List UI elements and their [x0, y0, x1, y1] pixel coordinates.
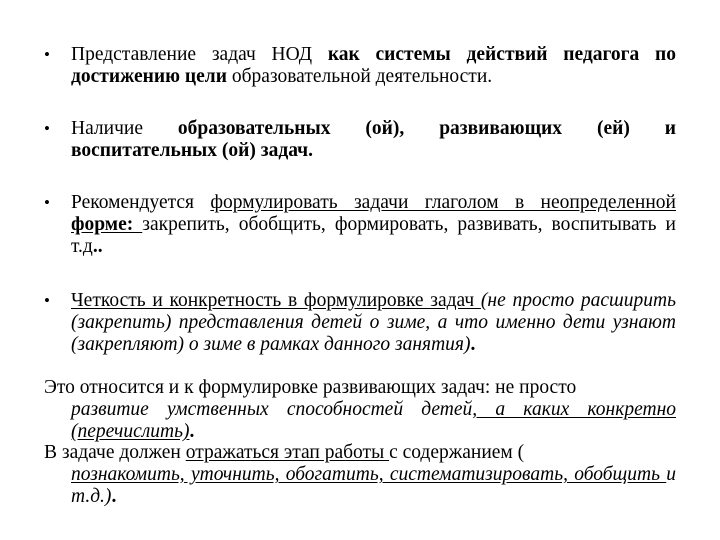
bold-run: .	[111, 486, 117, 507]
bold-run: образовательных (ой), развивающих (ей) и воспитательных (ой) задач.	[71, 118, 677, 161]
italic-run: развитие умственных способностей детей	[71, 399, 473, 420]
bullet-marker: •	[44, 291, 50, 310]
bold-underlined-run: форме:	[71, 214, 143, 235]
paragraph-continuation	[71, 464, 676, 508]
bullet-text	[71, 290, 676, 356]
bold-run: .	[189, 421, 195, 442]
paragraph-developmental-tasks	[44, 377, 676, 443]
text-run: образовательной деятельности.	[226, 66, 493, 87]
text-run: Наличие	[71, 118, 178, 139]
italic-underlined-run: познакомить, уточнить, обогатить, систематизировать, обобщить	[71, 464, 667, 485]
bullet-text	[71, 118, 676, 162]
bullet-item-4	[44, 290, 676, 356]
italic-run: (не просто расширить (закрепить) представления детей о зиме, а что именно дети узнают (закрепляют) о зиме в рамках данного занятия)	[71, 290, 676, 355]
italic-underlined-run: , а каких конкретно (перечислить)	[71, 399, 676, 442]
italic-run: и т.д.)	[71, 464, 676, 507]
bullet-item-1	[44, 44, 676, 88]
bold-run: ..	[92, 236, 103, 257]
bullet-item-2	[44, 118, 676, 162]
text-run: В задаче должен	[44, 442, 186, 463]
paragraph-task-stage	[44, 442, 676, 508]
underlined-run: Четкость и конкретность в формулировке задач	[71, 290, 481, 311]
text-run: Это относится и к формулировке развивающих задач: не просто	[44, 377, 577, 398]
bullet-text	[71, 44, 676, 88]
paragraph-continuation	[71, 399, 676, 443]
underlined-run: отражаться этап работы	[185, 442, 390, 463]
text-run: Представление задач НОД	[71, 44, 328, 65]
underlined-run: формулировать задачи глаголом в неопределенной	[210, 192, 676, 213]
text-run: с содержанием (	[389, 442, 525, 463]
text-run: закрепить, обобщить, формировать, развивать, воспитывать и т.д	[71, 214, 676, 257]
bullet-marker: •	[44, 45, 50, 64]
bullet-item-3	[44, 192, 676, 258]
bullet-marker: •	[44, 119, 50, 138]
bullet-marker: •	[44, 193, 50, 212]
text-run: Рекомендуется	[71, 192, 211, 213]
bold-run: как системы действий педагога по достижению цели	[71, 44, 676, 87]
bold-run: .	[470, 334, 476, 355]
bullet-text	[71, 192, 676, 258]
